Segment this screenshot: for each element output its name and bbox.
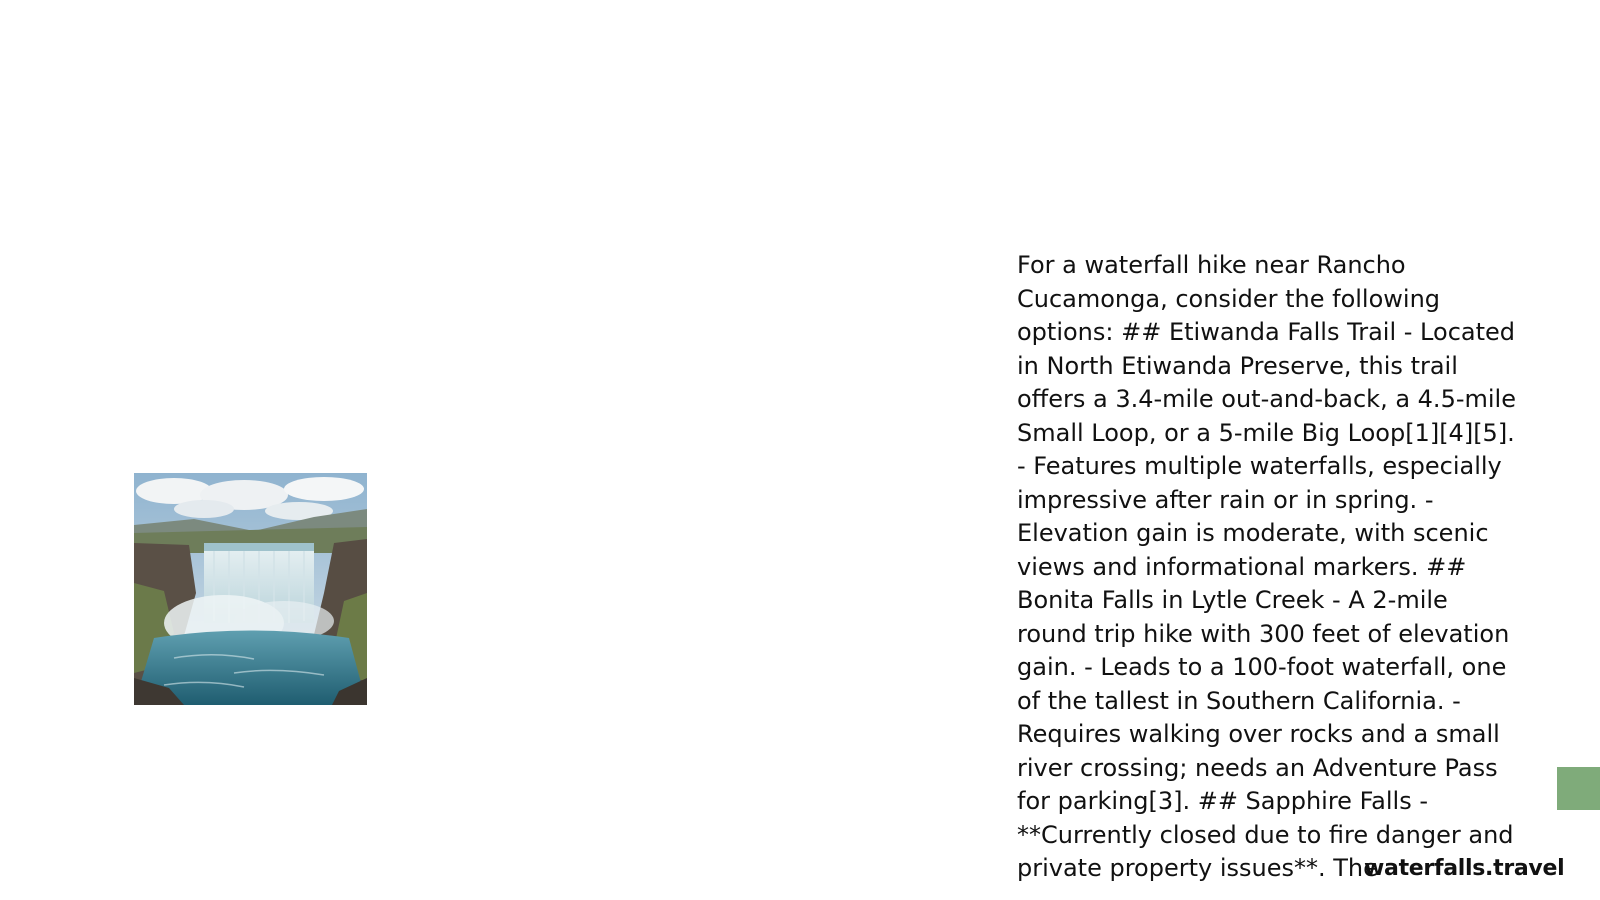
site-brand-label: waterfalls.travel — [1364, 856, 1565, 881]
article-text: For a waterfall hike near Rancho Cucamonga, consider the following options: ## Etiwanda Falls Trail - Located in North Etiwanda Preserve, this trail offers a 3.4-mile out-and-back, a 4.5-mile Small Loop, or a 5-mile Big Loop[1][4][5]. - Features multiple waterfalls, especially impressive after rain or in spring. - Elevation gain is moderate, with scenic views and informational markers. ## Bonita Falls in Lytle Creek - A 2-mile round trip hike with 300 feet of elevation gain. - Leads to a 100-foot waterfall, one of the tallest in Southern California. - Requires walking over rocks and a small river crossing; needs an Adventure Pass for parking[3]. ## Sapphire Falls - **Currently closed due to fire danger and private property issues**. The — [1017, 251, 1516, 882]
waterfall-image — [134, 473, 367, 705]
corner-tab-button[interactable] — [1557, 767, 1600, 810]
